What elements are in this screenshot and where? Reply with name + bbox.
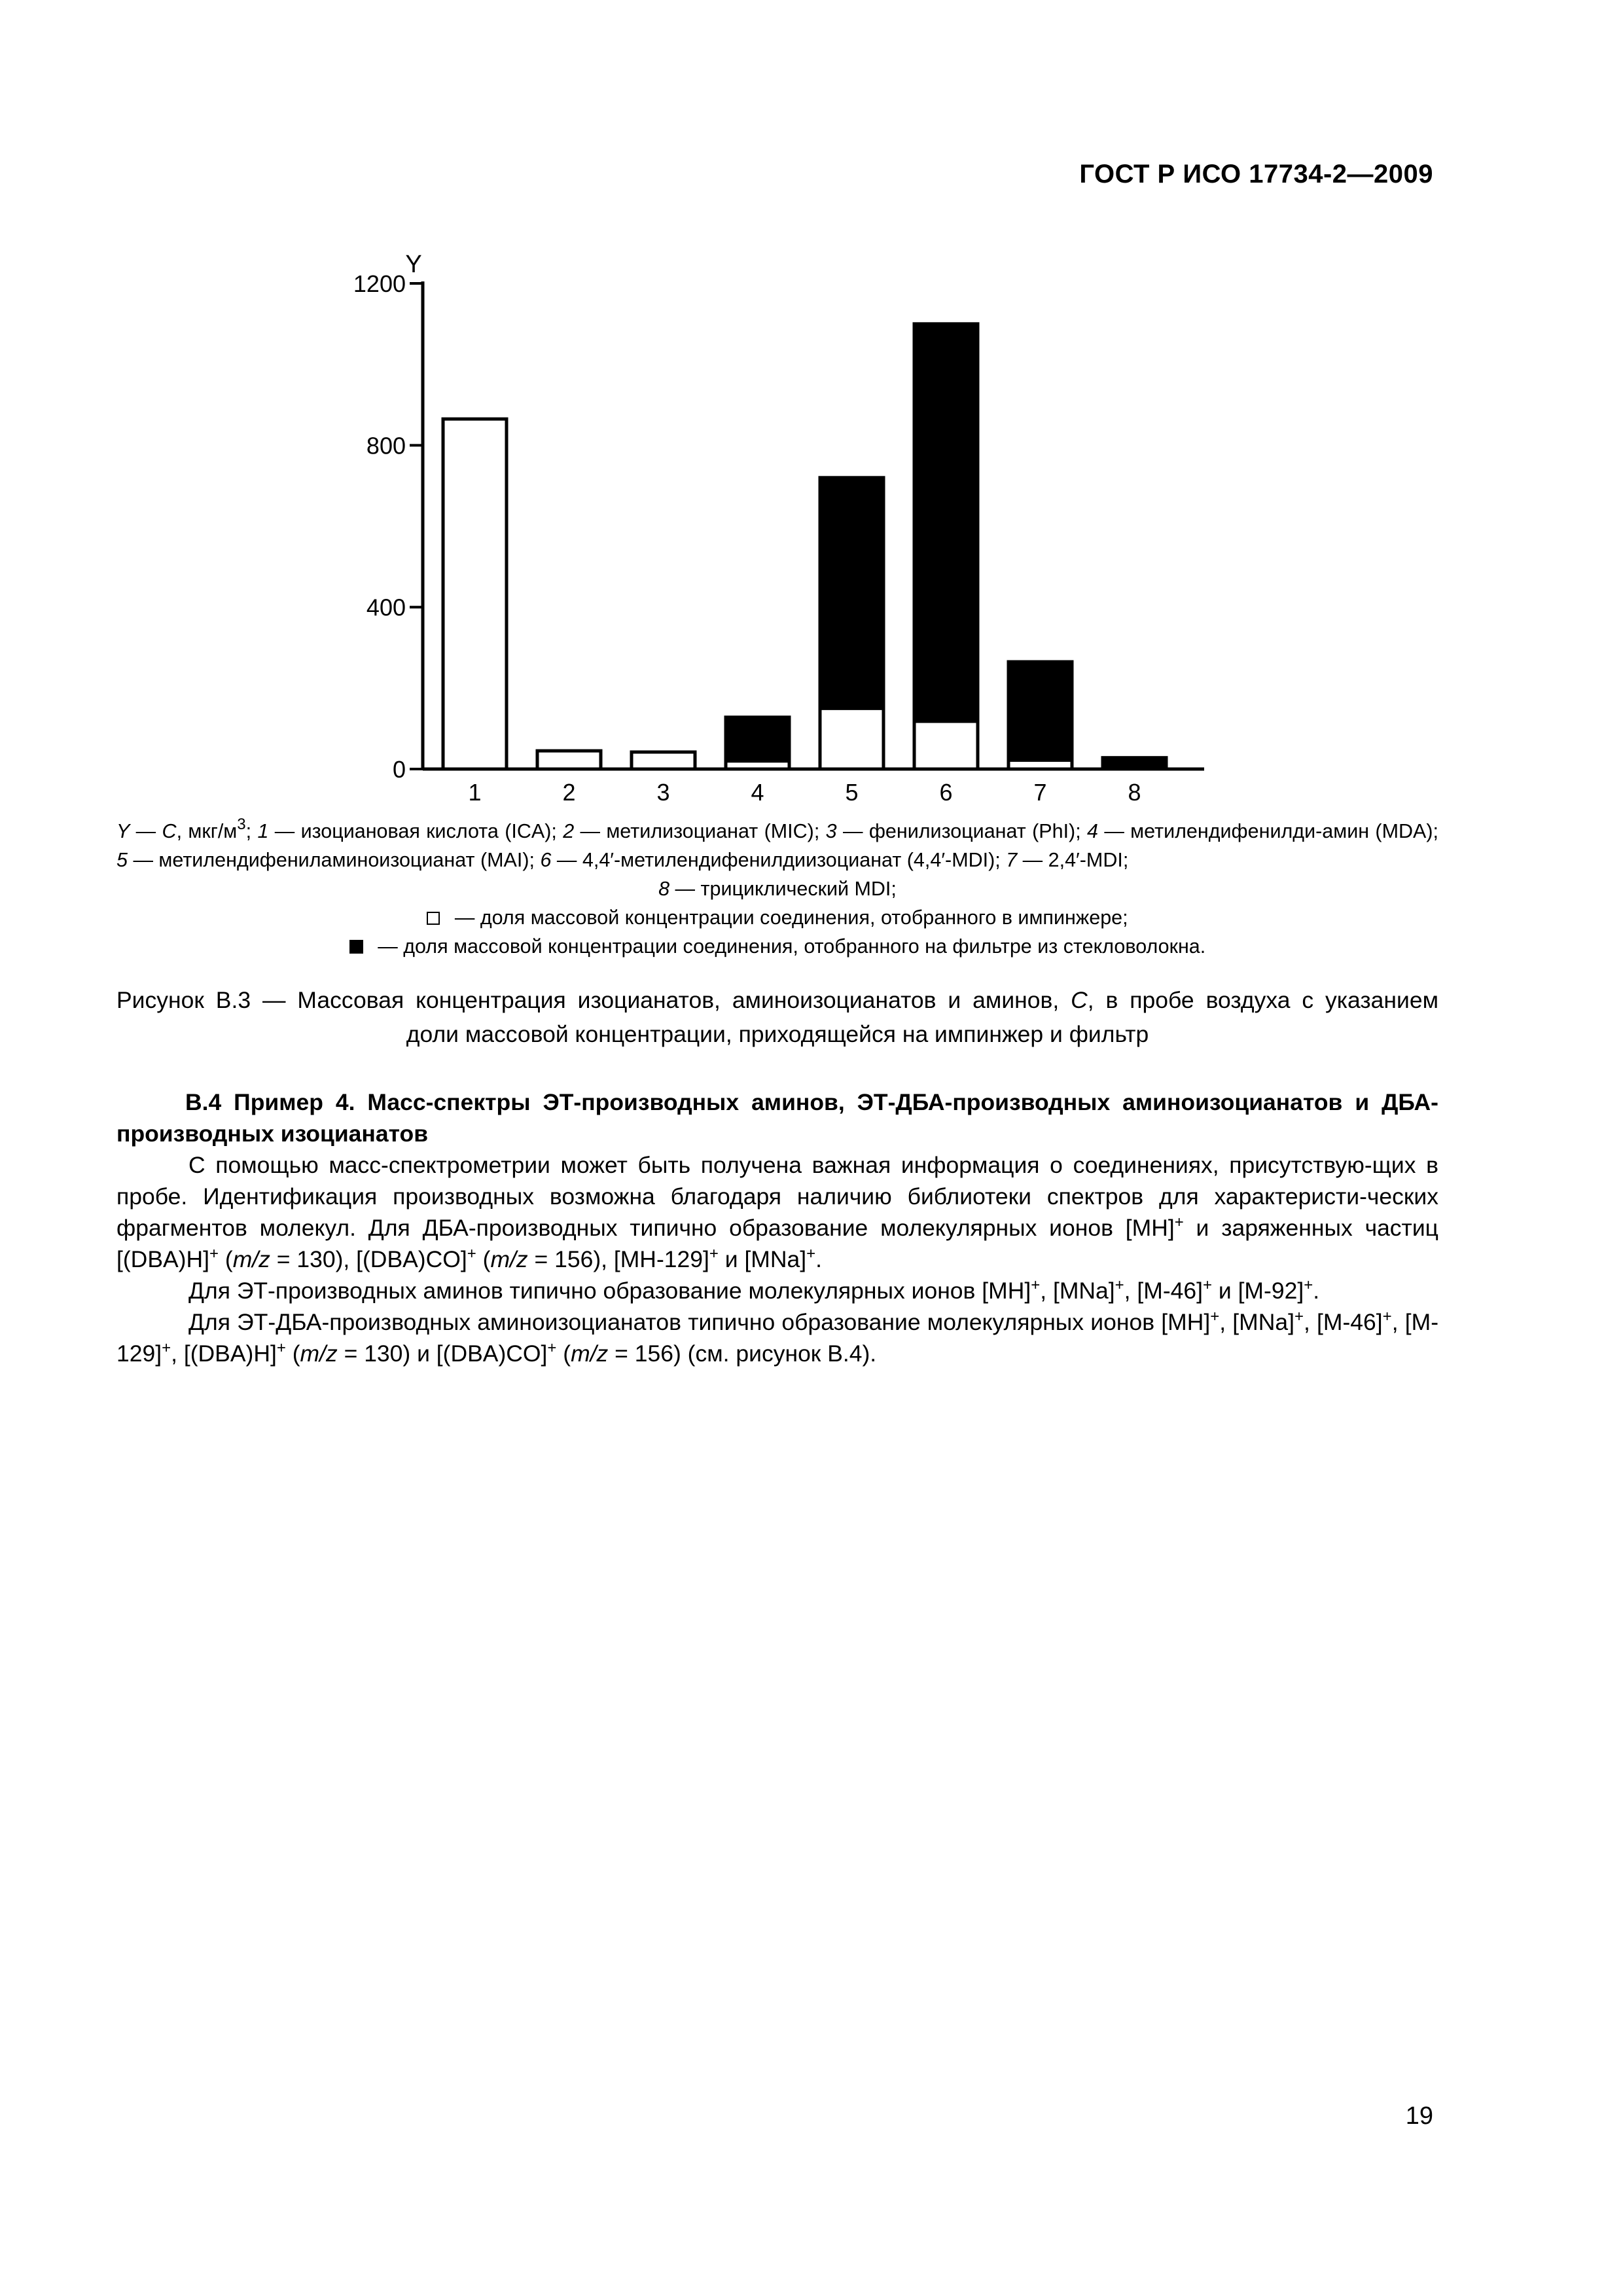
open-square-icon xyxy=(427,912,440,925)
legend-y-symbol: Y xyxy=(116,820,130,842)
bar-6-impinger xyxy=(914,721,978,769)
bar-7-filter xyxy=(1008,662,1072,760)
y-tick-label: 800 xyxy=(366,432,406,459)
legend-definitions: Y — C, мкг/$м^3$; 1 — изоциановая кислота (ICA); 2 — метилизоцианат (MIC); 3 — фенилизоцианат (PhI); 4 — метилендифенилди-амин (MDA); 5 — метилендифениламиноизоцианат (MAI); 6 — 4,4′-метилендифенилдиизоцианат (4,4′-MDI); 7 — 2,4′-MDI; xyxy=(116,816,1438,871)
document-id: ГОСТ Р ИСО 17734-2—2009 xyxy=(1079,160,1433,188)
bar-1-impinger xyxy=(443,419,507,769)
x-tick-label: 6 xyxy=(939,779,953,805)
section-title: В.4 Пример 4. Масс-спектры ЭТ-производных аминов, ЭТ-ДБА-производных аминоизоцианатов и ДБА-производных изоцианатов xyxy=(116,1089,1438,1147)
legend-entry-impinger: — доля массовой концентрации соединения, отобранного в импинжере; xyxy=(116,903,1438,932)
figure-caption: Рисунок В.3 — Массовая концентрация изоцианатов, аминоизоцианатов и аминов, C, в пробе воздуха с указанием доли массовой концентрации, приходящейся на импинжер и фильтр xyxy=(116,987,1439,1047)
y-axis-label: Y xyxy=(405,251,422,278)
x-tick-label: 1 xyxy=(468,779,482,805)
bar-8-filter xyxy=(1103,758,1166,769)
bar-5-filter xyxy=(820,478,883,708)
bar-5-impinger xyxy=(820,708,883,769)
paragraph-3: Для ЭТ-ДБА-производных аминоизоцианатов типично образование молекулярных ионов [MH]+, [MNa]+, [M-46]+, [M-129]+, [(DBA)H]+ (m/z = 130) и [(DBA)CO]+ (m/z = 156) (см. рисунок В.4). xyxy=(116,1308,1439,1367)
filled-square-icon xyxy=(349,940,363,954)
x-tick-label: 3 xyxy=(656,779,670,805)
x-tick-label: 5 xyxy=(845,779,859,805)
x-tick-label: 4 xyxy=(751,779,764,805)
bar-4-filter xyxy=(726,717,789,761)
figure-legend xyxy=(116,817,1438,961)
legend-entry-filter: — доля массовой концентрации соединения, отобранного на фильтре из стекловолокна. xyxy=(116,932,1438,961)
page-number: 19 xyxy=(1405,2102,1433,2130)
y-tick-label: 400 xyxy=(366,594,406,621)
bar-chart xyxy=(327,216,1217,805)
x-tick-label: 8 xyxy=(1128,779,1141,805)
section-b4 xyxy=(116,1086,1438,1369)
y-tick-label: 1200 xyxy=(353,270,406,297)
y-tick-label: 0 xyxy=(392,756,406,783)
paragraph-1: С помощью масс-спектрометрии может быть получена важная информация о соединениях, присутствую-щих в пробе. Идентификация производных возможна благодаря наличию библиотеки спектров для характеристи-ческих фрагментов молекул. Для ДБА-производных типично образование молекулярных ионов [MH]+ и заряженных частиц [(DBA)H]+ (m/z = 130), [(DBA)CO]+ (m/z = 156), [MH-129]+ и [MNa]+. xyxy=(116,1152,1438,1272)
legend-item-8: 8 — трициклический MDI; xyxy=(658,878,897,900)
paragraph-2: Для ЭТ-производных аминов типично образование молекулярных ионов [MH]+, [MNa]+, [M-46]+ и [M-92]+. xyxy=(188,1276,1320,1304)
bar-6-filter xyxy=(914,324,978,721)
x-tick-label: 7 xyxy=(1033,779,1047,805)
bar-2-impinger xyxy=(537,751,601,769)
x-tick-label: 2 xyxy=(562,779,576,805)
bar-3-impinger xyxy=(632,752,695,769)
